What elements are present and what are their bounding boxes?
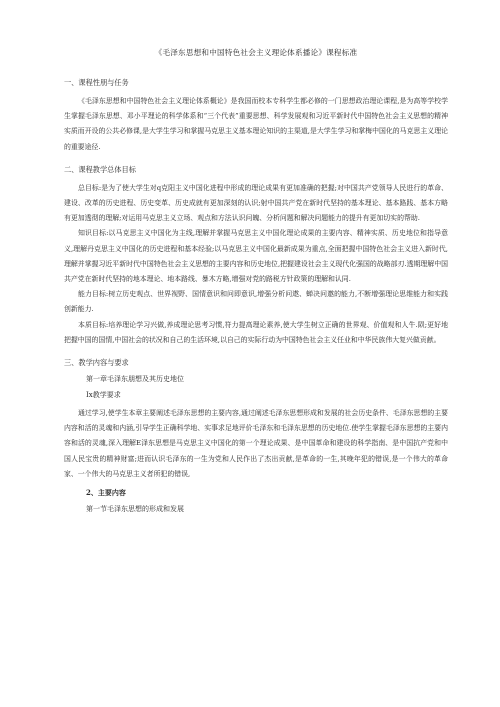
chapter-title: 第一章毛泽东朋想及其历史地位 [86, 375, 184, 384]
subsection-label: 2、主要内容 [86, 488, 126, 498]
paragraph: 知识目标:以马克思主义中国化为主线,理解并掌握马克思主义中国化理论成果的主要内容、精神实质、历史地位和指导意义,理解丹克思主义中国化的历史进程和基本经验;以马克思主义中国化最新成果为重点,全面把握中国特色社会主义进入新时代,理解并掌握习近平新时代中国特色社会主义思想的主要内容和历史地位,把握建设社会主义现代化强国的战略部刃.透期理解中国共产党在新时代坚持的地本理论、地本路线、暴木方略,增强对党的路税方针政策的理解和认同. [64, 229, 448, 284]
section-heading: 一、课程性朋与任务 [64, 78, 129, 87]
section-heading: 二、课程教学总体目标 [64, 164, 136, 174]
paragraph: 本质目标:培养理论学习兴做,养成理论思考习惯,符力提高理论素养,使大学生树立正确的世界观、价值观和人牛.陨;更好地把握中国的国情,中国社会的状况和自己的生活环境,以自己的实际行动为中国特色社会主义任业和中华民族伟大复兴做贡献。 [64, 320, 448, 344]
section-title: 第一节毛泽东思想的形成和发展 [86, 505, 184, 514]
paragraph: 《毛泽东思想和中国特色社会主义理论体系概论》是我国而校本专科学生都必修的一门思想政治理论课程,是为高等学校学生掌握毛泽东思想、邓小平理论的科学体系和“三个代表”重要思想、科学发展观和习近平新时代中国特色社会主义思想的精神实质而开设的公共必修课,是大学生学习和掌握马克思主义基本理论知识的主渠道,是大学生学习和掌梅中国化的马克思主义理论的重要途径. [64, 97, 448, 151]
subsection-label: Ix教学要求 [86, 391, 121, 400]
document-title: 《毛泽东思想和中国特色社会主义理论体系播论》课程标准 [154, 48, 358, 57]
section-heading: 三、教学内容与要求 [64, 358, 129, 368]
paragraph: 通过学习,使学生本章主要阐述毛泽东思想的主要内容,通过阐述毛泽东思想形成和发展的社会历史条件、毛泽东思想的主要内容和活的灵魂和内涵,引导学生正确科学地、实事求足地评价毛泽东和毛泽东思想的历史地位.使学生掌握毛泽东思想的主要内容和活的灵魂,深入理解E泽东思想是马克思主义中国化的第一个理论成果、是中国革命和建设的科学指南、是中国抗产党和中国人民宝贵的精神财富;进而认识毛泽东的一生为党和人民作出了杰出贡献,是革命的一生,其晚年犯的错误,是一个伟大的革命家、一个伟大的马克思主义者所犯的错误, [64, 409, 448, 478]
paragraph: 能力目标:树立历史观点、世界视野、国情意识和问即意识,增强分析问遨、蝉决问邀的能力,不断增强理论思维能力和实践创新能力. [64, 290, 448, 314]
paragraph: 总目标:是为了使大学生对q克阳主义中国化进程中形成的理论成果有更加准确的把握;对中国共产党领导人民进行的革命、建设、改革的历史进程、历史变革、历史成就有更加深刻的认识;射中国共产党在新时代坚持的基本理论、基本路践、基本方略有更加透彻的理解;对运用马克思主义立场、观点和方法认识问魄、分析问题和解决问题能力的提升有更加切实的帮助. [64, 183, 448, 223]
